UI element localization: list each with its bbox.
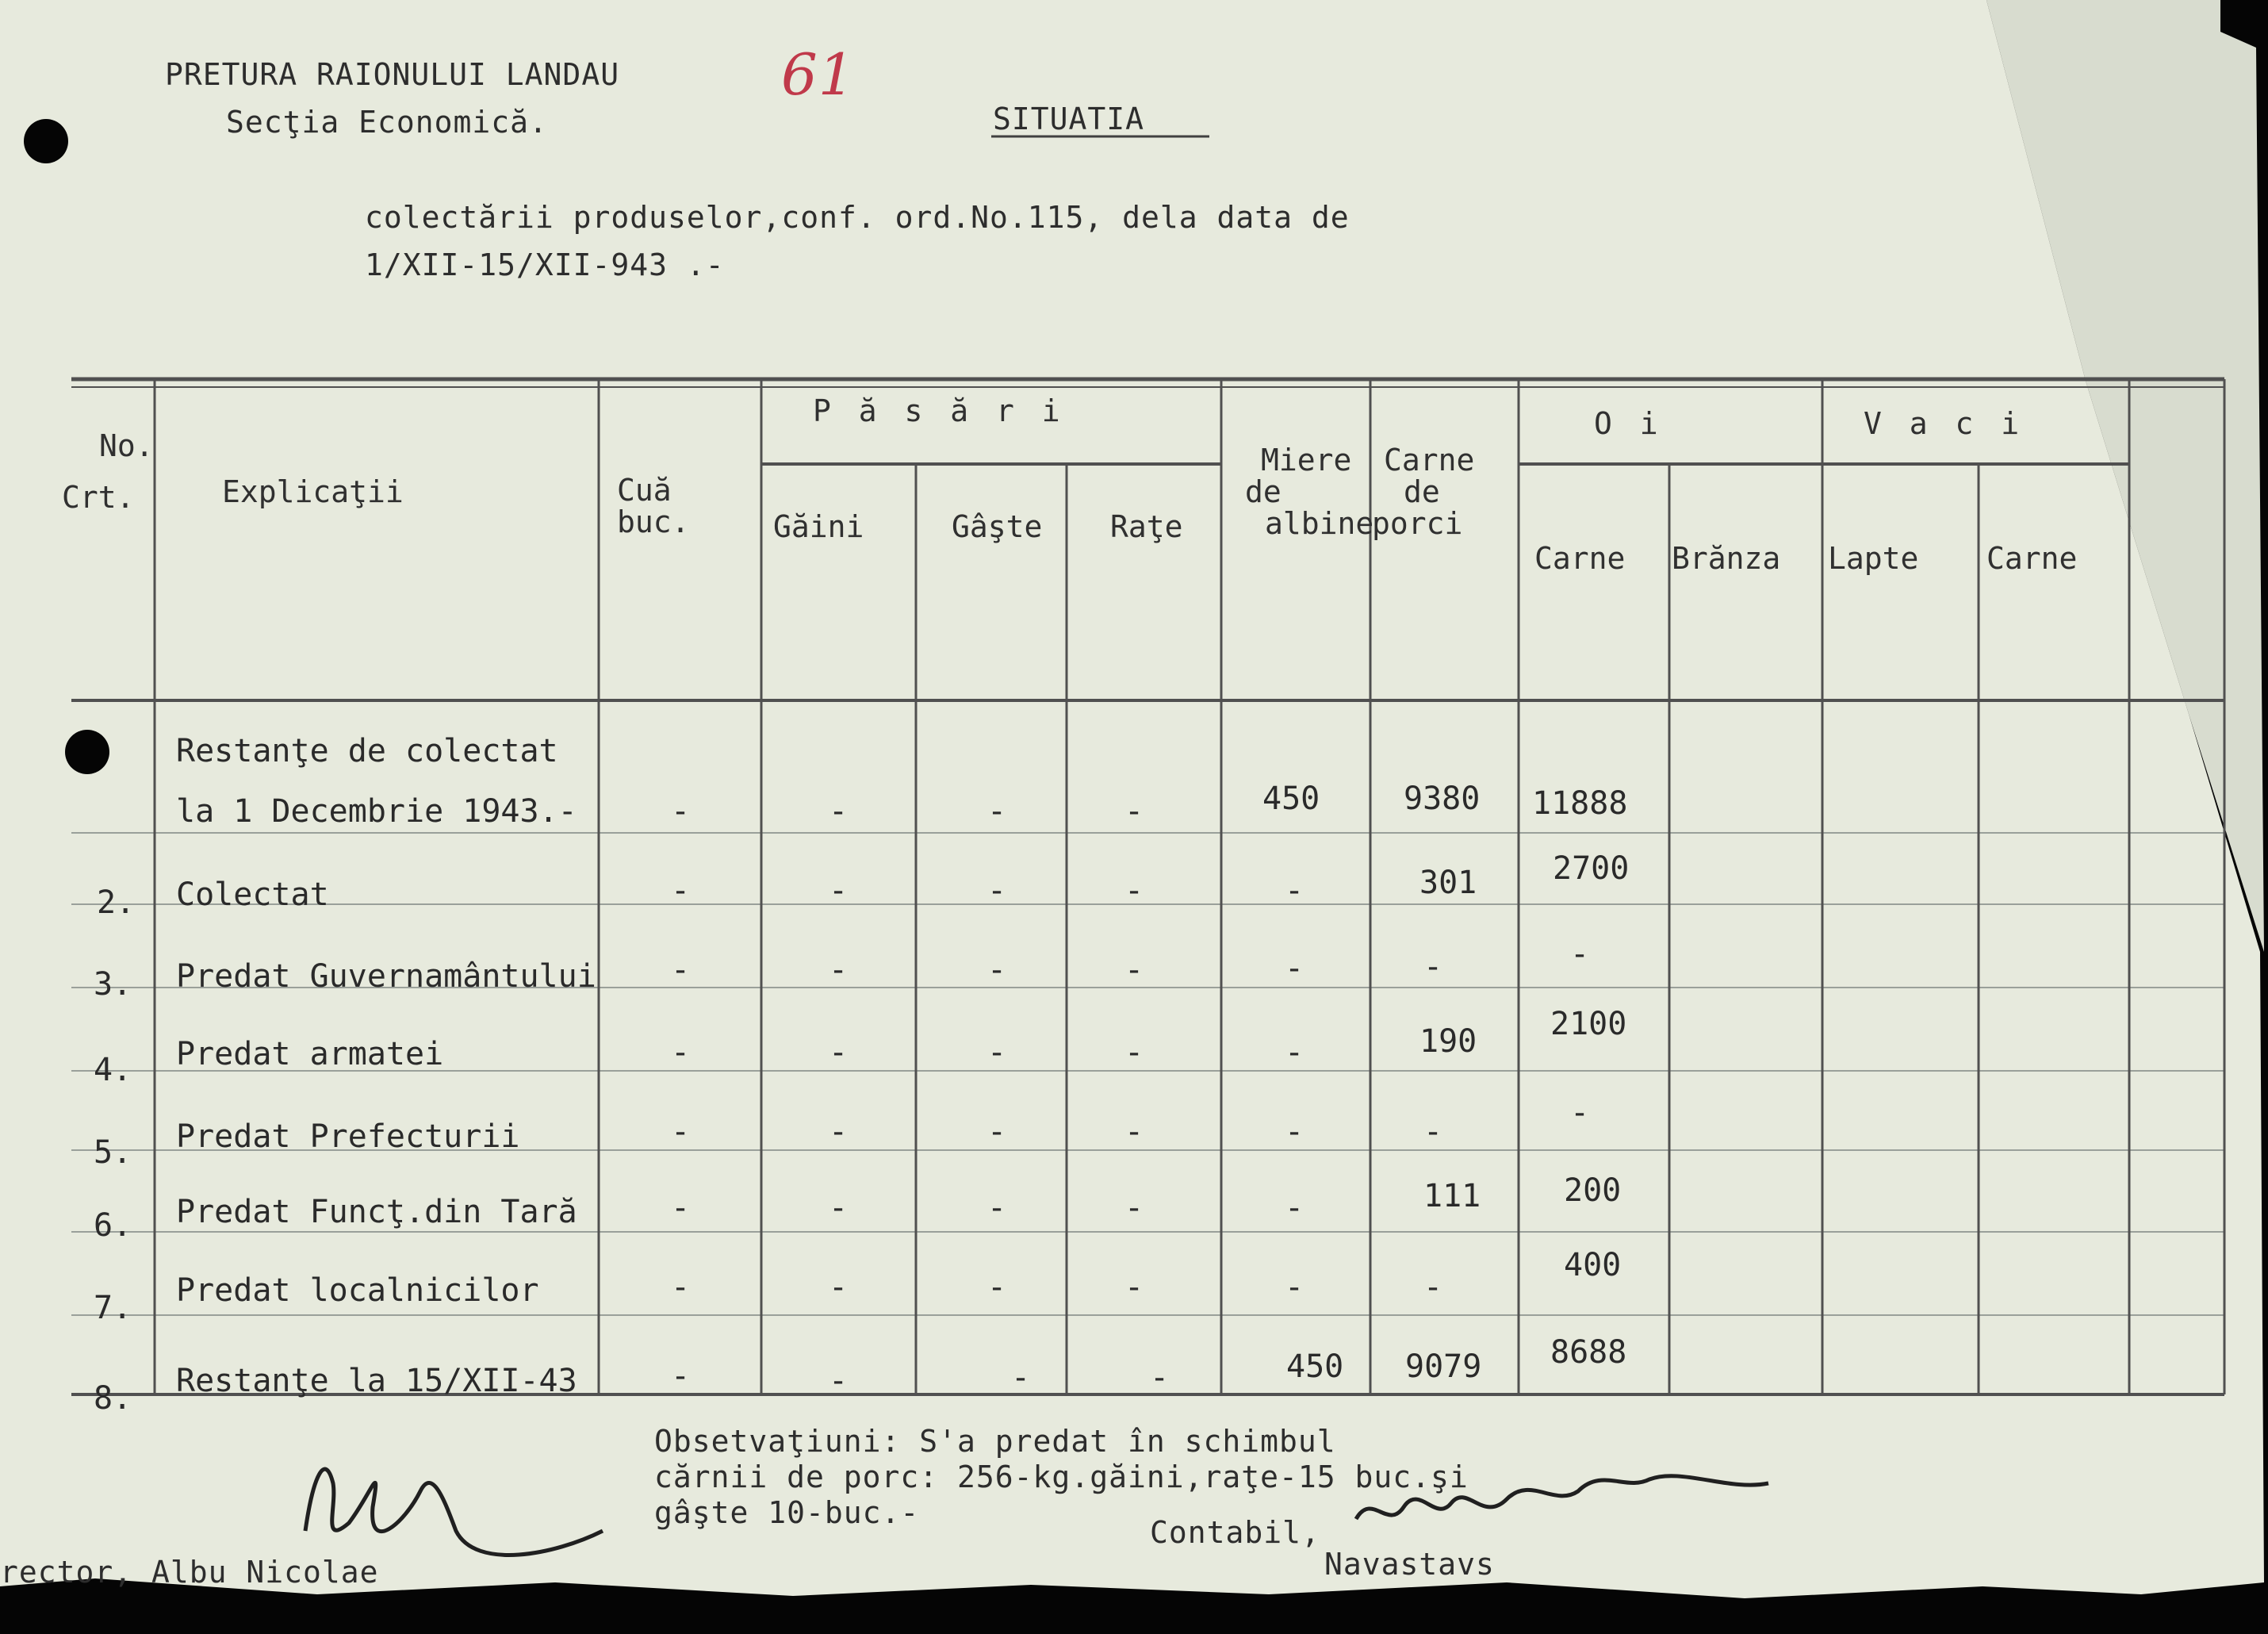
document-title: SITUATIA <box>993 102 1145 136</box>
row-6-gaini: - <box>829 1190 849 1226</box>
row-5-rate: - <box>1124 1114 1144 1150</box>
header-vaci: V a c i <box>1864 406 2025 441</box>
section-name: Secţia Economică. <box>226 105 548 140</box>
row-8-oua: - <box>671 1358 691 1394</box>
row-6-label: Predat Funcţ.din Tară <box>176 1194 577 1230</box>
row-8-gaste: - <box>1011 1360 1031 1396</box>
folio-number: 61 <box>781 41 856 108</box>
row-2-no: 2. <box>97 884 136 921</box>
row-8-miere: 450 <box>1286 1348 1344 1385</box>
header-carne-2: de <box>1404 474 1440 509</box>
header-oi: O i <box>1594 406 1663 441</box>
row-6-oi: 200 <box>1564 1172 1622 1209</box>
row-5-oua: - <box>671 1114 691 1150</box>
row-3-miere: - <box>1285 950 1304 987</box>
row-5-label: Predat Prefecturii <box>176 1118 520 1155</box>
row-2-miere: - <box>1285 873 1304 909</box>
row-1-porci: 9380 <box>1404 781 1481 817</box>
header-pasari: P ă s ă r i <box>813 393 1065 428</box>
header-miere-1: Miere <box>1261 443 1352 478</box>
row-7-rate: - <box>1124 1269 1144 1306</box>
subtitle-line-1: colectării produselor,conf. ord.No.115, dela data de <box>365 200 1350 235</box>
row-4-gaste: - <box>987 1034 1007 1071</box>
row-3-rate: - <box>1124 952 1144 988</box>
row-1-label-a: Restanţe de colectat <box>176 733 558 769</box>
row-5-oi: - <box>1570 1095 1590 1131</box>
punch-hole-middle <box>65 730 109 774</box>
header-gaini: Găini <box>773 509 864 544</box>
row-7-gaste: - <box>987 1269 1007 1306</box>
office-name: PRETURA RAIONULUI LANDAU <box>165 57 620 92</box>
row-5-gaste: - <box>987 1114 1007 1150</box>
row-6-oua: - <box>671 1190 691 1226</box>
row-4-no: 4. <box>94 1052 132 1088</box>
row-8-no: 8. <box>94 1380 132 1417</box>
row-1-rate: - <box>1124 793 1144 830</box>
row-4-gaini: - <box>829 1034 849 1071</box>
row-1-label-b: la 1 Decembrie 1943.- <box>176 793 577 830</box>
header-gaste: Gâşte <box>952 509 1043 544</box>
row-4-miere: - <box>1285 1034 1304 1071</box>
header-explicatii: Explicaţii <box>222 474 404 509</box>
row-8-oi: 8688 <box>1550 1334 1627 1371</box>
row-1-miere: 450 <box>1262 781 1320 817</box>
row-7-oua: - <box>671 1269 691 1306</box>
header-no: No. <box>99 428 154 463</box>
row-2-gaste: - <box>987 873 1007 909</box>
header-miere-2: de <box>1245 474 1281 509</box>
row-7-porci: - <box>1423 1269 1443 1306</box>
row-3-oi: - <box>1570 936 1590 972</box>
header-vaci-lapte: Lapte <box>1828 541 1919 576</box>
subtitle-line-2: 1/XII-15/XII-943 .- <box>365 247 725 282</box>
row-1-gaini: - <box>829 793 849 830</box>
row-1-oua: - <box>671 793 691 830</box>
row-7-label: Predat localnicilor <box>176 1272 539 1309</box>
row-6-porci: 111 <box>1423 1178 1481 1214</box>
row-5-no: 5. <box>94 1134 132 1171</box>
row-4-label: Predat armatei <box>176 1036 444 1072</box>
row-7-gaini: - <box>829 1269 849 1306</box>
observations-line-3: gâşte 10-buc.- <box>654 1495 920 1530</box>
row-6-no: 6. <box>94 1207 132 1244</box>
row-3-no: 3. <box>94 966 132 1003</box>
header-oua-1: Cuă <box>617 473 672 508</box>
row-7-miere: - <box>1285 1269 1304 1306</box>
row-6-miere: - <box>1285 1190 1304 1226</box>
contabil-name: Navastavs <box>1324 1547 1495 1582</box>
header-carne-1: Carne <box>1384 443 1475 478</box>
header-vaci-carne: Carne <box>1986 541 2078 576</box>
contabil-label: Contabil, <box>1150 1515 1320 1550</box>
row-3-porci: - <box>1423 949 1443 985</box>
observations-line-1: Obsetvaţiuni: S'a predat în schimbul <box>654 1424 1336 1459</box>
row-8-label: Restanţe la 15/XII-43 <box>176 1363 577 1399</box>
row-8-gaini: - <box>829 1363 849 1399</box>
row-2-porci: 301 <box>1419 865 1477 901</box>
row-7-oi: 400 <box>1564 1247 1622 1283</box>
row-2-gaini: - <box>829 873 849 909</box>
row-3-oua: - <box>671 952 691 988</box>
row-8-porci: 9079 <box>1405 1348 1482 1385</box>
row-2-rate: - <box>1124 873 1144 909</box>
row-4-porci: 190 <box>1419 1023 1477 1060</box>
row-1-gaste: - <box>987 793 1007 830</box>
row-4-oi: 2100 <box>1550 1006 1627 1042</box>
punch-hole-top <box>24 119 68 163</box>
row-3-gaste: - <box>987 952 1007 988</box>
row-5-porci: - <box>1423 1114 1443 1150</box>
row-4-rate: - <box>1124 1034 1144 1071</box>
row-2-oi: 2700 <box>1553 850 1630 887</box>
header-rate: Raţe <box>1110 509 1183 544</box>
observations-line-2: cărnii de porc: 256-kg.găini,raţe-15 buc.şi <box>654 1459 1469 1494</box>
header-oi-branza: Brănza <box>1672 541 1781 576</box>
header-oi-carne: Carne <box>1534 541 1626 576</box>
row-4-oua: - <box>671 1034 691 1071</box>
row-2-label: Colectat <box>176 876 329 913</box>
row-8-rate: - <box>1150 1360 1170 1396</box>
row-6-gaste: - <box>987 1190 1007 1226</box>
row-3-label: Predat Guvernamântului <box>176 958 596 995</box>
row-7-no: 7. <box>94 1290 132 1326</box>
header-carne-3: porci <box>1372 506 1463 541</box>
row-6-rate: - <box>1124 1190 1144 1226</box>
row-2-oua: - <box>671 873 691 909</box>
row-3-gaini: - <box>829 952 849 988</box>
director-name: rector, Albu Nicolae <box>0 1555 379 1590</box>
row-5-gaini: - <box>829 1114 849 1150</box>
row-1-oi: 11888 <box>1532 785 1628 822</box>
header-miere-3: albine <box>1265 506 1374 541</box>
header-crt: Crt. <box>62 480 135 515</box>
header-oua-2: buc. <box>617 504 690 539</box>
row-5-miere: - <box>1285 1114 1304 1150</box>
